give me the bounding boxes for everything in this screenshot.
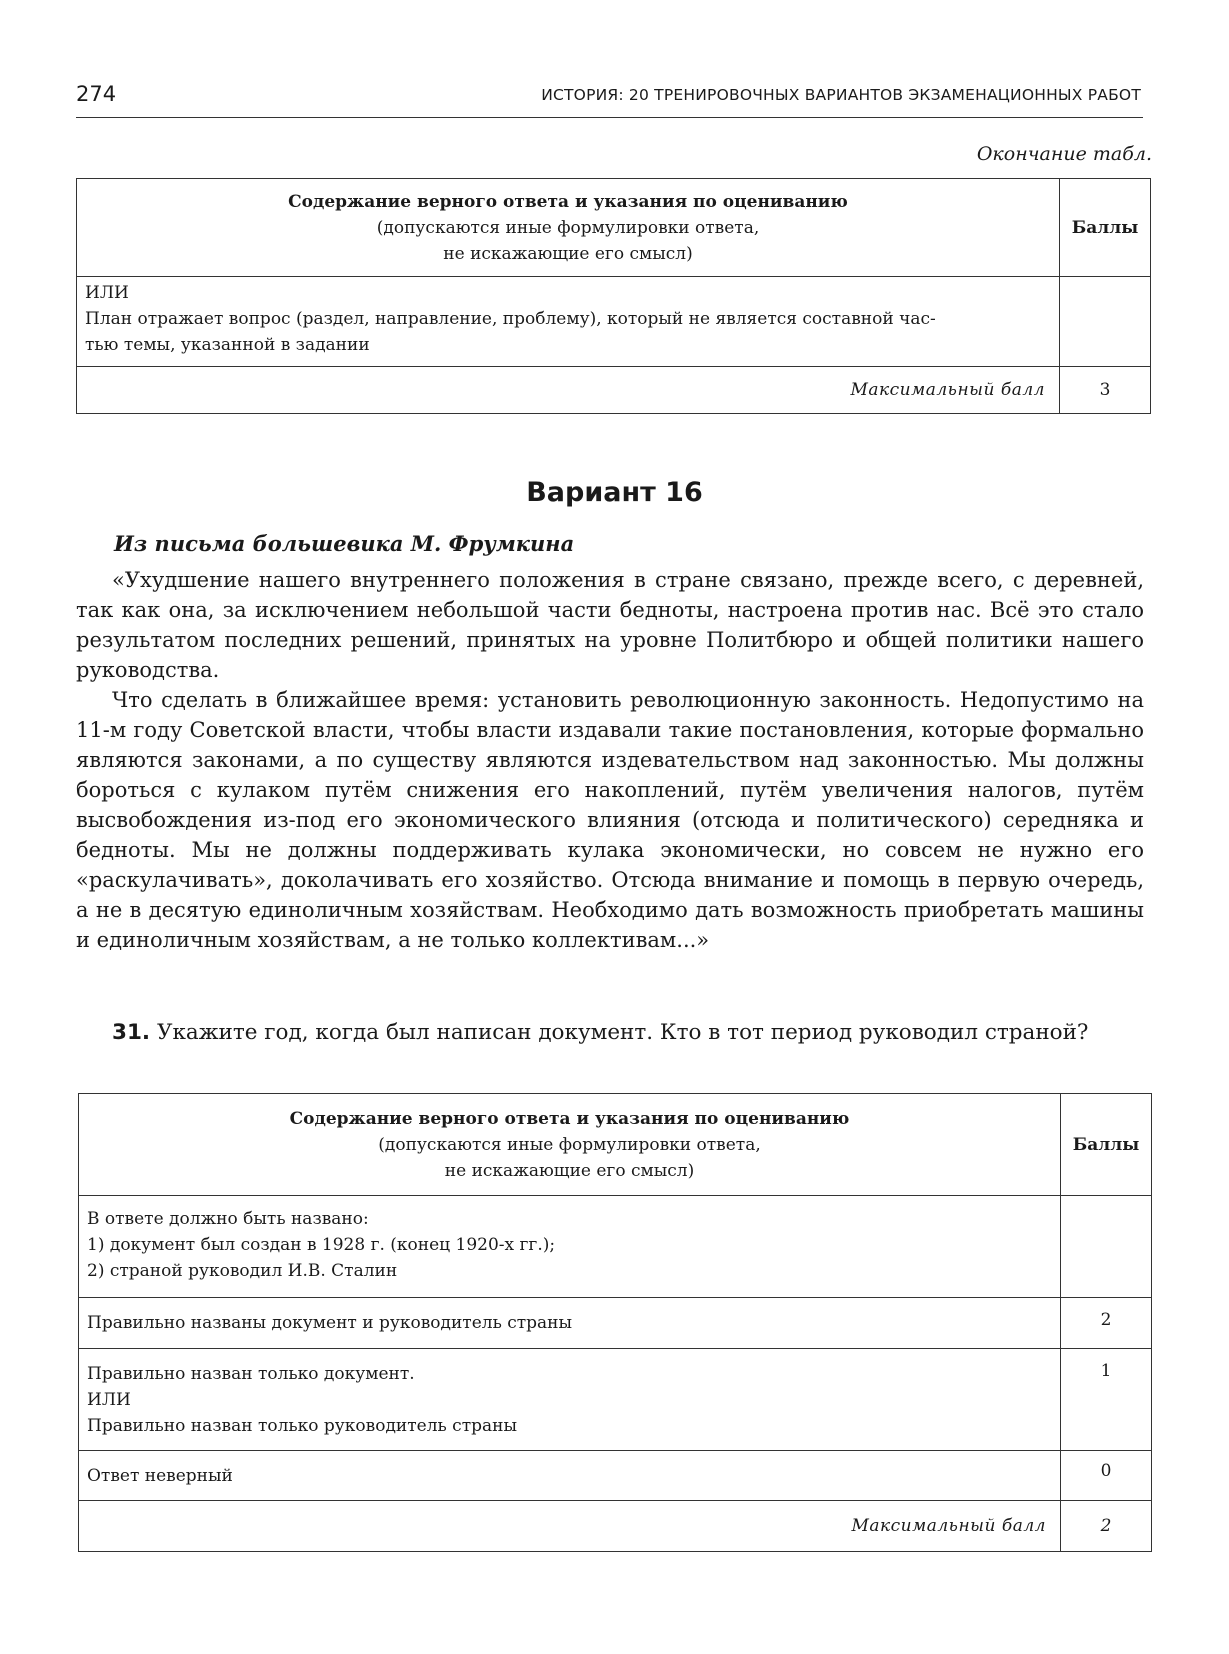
criteria-row: Ответ неверный <box>79 1451 1061 1501</box>
page-header <box>76 82 1143 118</box>
criteria-points: 2 <box>1061 1298 1152 1349</box>
answer-content-row: В ответе должно быть названо: 1) документ был создан в 1928 г. (конец 1920-х гг.); 2) страной руководил И.В. Сталин <box>79 1196 1061 1298</box>
grading-table-31 <box>78 1093 1152 1552</box>
source-title: Из письма большевика М. Фрумкина <box>114 531 575 556</box>
table-continuation-note: Окончание табл. <box>976 143 1152 165</box>
question-31 <box>76 1018 1144 1048</box>
criteria-points: 1 <box>1061 1349 1152 1451</box>
question-text: Укажите год, когда был написан документ. Кто в тот период руководил страной? <box>156 1020 1089 1045</box>
document-paragraph: «Ухудшение нашего внутреннего положения в стране связано, прежде всего, с деревней, так как она, за исключением небольшой части бедноты, настроена против нас. Всё это стало результатом последних решений, принятых на уровне Политбюро и общей политики нашего руководства. <box>76 568 1144 682</box>
table-header-points: Баллы <box>1061 1094 1152 1196</box>
points-cell <box>1061 1196 1152 1298</box>
document-paragraph: Что сделать в ближайшее время: установить революционную законность. Недопустимо на 11-м году Советской власти, чтобы власти издавали такие постановления, которые формально являются законами, а по существу являются издевательством над законностью. Мы должны бороться с кулаком путём снижения его накоплений, путём увеличения налогов, путём высвобождения из-под его экономического влияния (отсюда и политического) середняка и бедноты. Мы не должны поддерживать кулака экономически, но совсем не нужно его «раскулачивать», доколачивать его хозяйство. Отсюда внимание и помощь в первую очередь, а не в десятую единоличным хозяйствам. Необходимо дать возможность приобретать машины и единоличным хозяйствам, а не только коллективам...» <box>76 688 1144 952</box>
variant-title: Вариант 16 <box>526 477 703 508</box>
max-score-value: 2 <box>1061 1501 1152 1552</box>
table-header-content: Содержание верного ответа и указания по оцениванию (допускаются иные формулировки ответа, не искажающие его смысл) <box>79 1094 1061 1196</box>
criteria-points: 0 <box>1061 1451 1152 1501</box>
table-header-content: Содержание верного ответа и указания по оцениванию (допускаются иные формулировки ответа, не искажающие его смысл) <box>77 179 1060 277</box>
running-title: ИСТОРИЯ: 20 ТРЕНИРОВОЧНЫХ ВАРИАНТОВ ЭКЗАМЕНАЦИОННЫХ РАБОТ <box>541 86 1141 104</box>
max-score-value: 3 <box>1060 367 1151 414</box>
grading-table-continued <box>76 178 1151 414</box>
criteria-row: Правильно названы документ и руководитель страны <box>79 1298 1061 1349</box>
table-row: ИЛИ План отражает вопрос (раздел, направление, проблему), который не является составной час- тью темы, указанной в задании <box>77 277 1060 367</box>
max-score-label: Максимальный балл <box>77 367 1060 414</box>
source-document <box>76 565 1144 955</box>
max-score-label: Максимальный балл <box>79 1501 1061 1552</box>
criteria-row: Правильно назван только документ. ИЛИ Правильно назван только руководитель страны <box>79 1349 1061 1451</box>
points-cell <box>1060 277 1151 367</box>
page-number: 274 <box>76 82 117 106</box>
question-number: 31. <box>112 1020 151 1045</box>
table-header-points: Баллы <box>1060 179 1151 277</box>
